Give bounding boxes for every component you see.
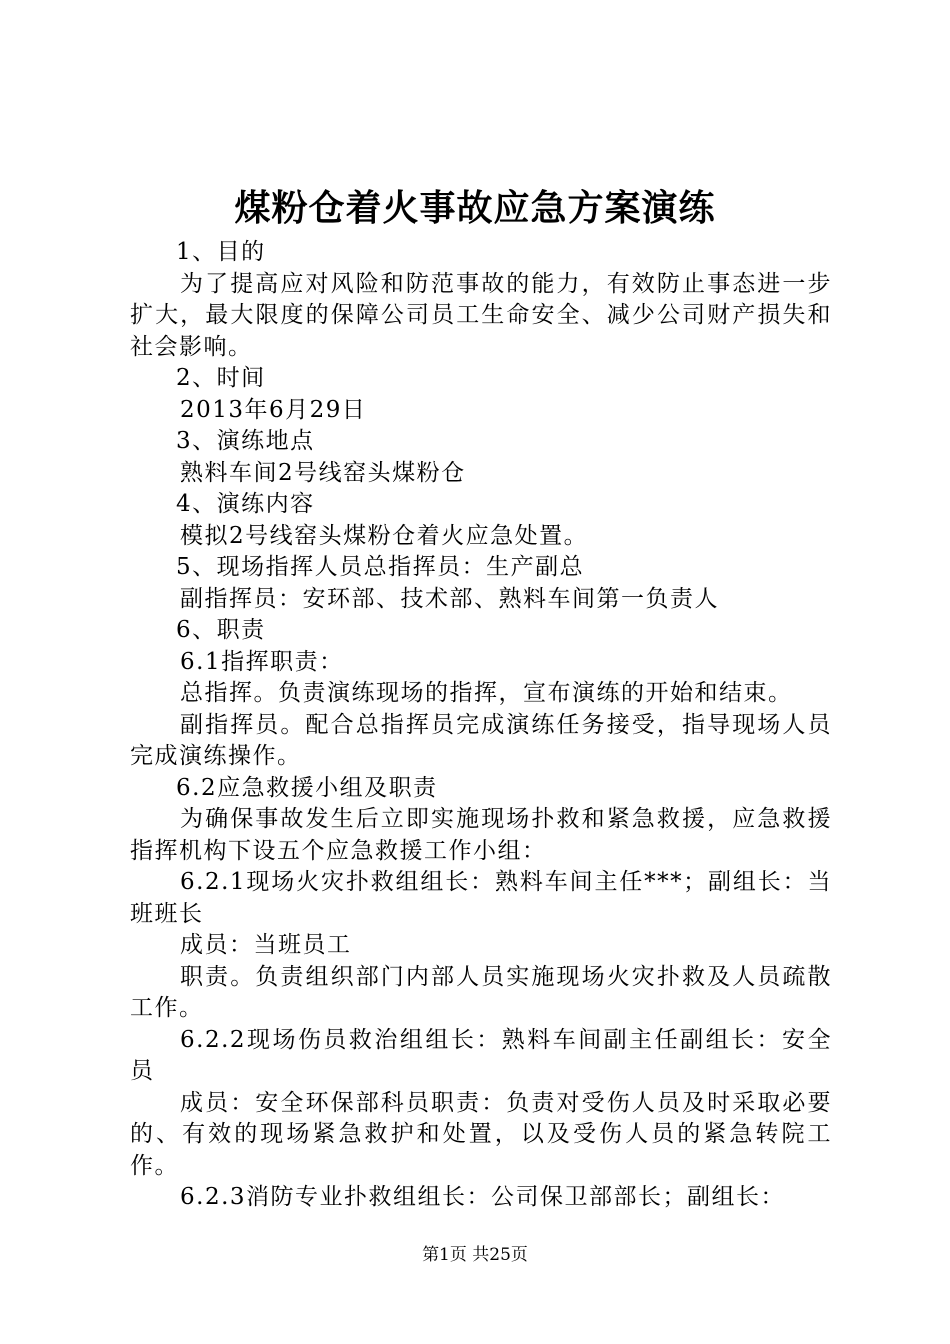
paragraph-content: 模拟2号线窑头煤粉仓着火应急处置。	[180, 522, 589, 549]
paragraph-location: 熟料车间2号线窑头煤粉仓	[180, 459, 466, 486]
page-number: 第1页 共25页	[422, 1245, 528, 1265]
paragraph-deputy-commander: 副指挥员。配合总指挥员完成演练任务接受，指导现场人员完成演练操作。	[130, 711, 832, 769]
paragraph-chief-commander: 总指挥。负责演练现场的指挥，宣布演练的开始和结束。	[180, 680, 793, 706]
paragraph-purpose: 为了提高应对风险和防范事故的能力，有效防止事态进一步扩大，最大限度的保障公司员工生命安全、减少公司财产损失和社会影响。	[130, 270, 832, 360]
page-title: 煤粉仓着火事故应急方案演练	[234, 188, 716, 229]
heading-duties: 6、职责	[176, 617, 266, 643]
heading-commanders: 5、现场指挥人员总指挥员：生产副总	[176, 554, 585, 580]
paragraph-fire-group-duties: 职责。负责组织部门内部人员实施现场火灾扑救及人员疏散工作。	[130, 963, 832, 1021]
heading-content: 4、演练内容	[176, 491, 315, 517]
paragraph-injury-group-duties: 成员：安全环保部科员职责：负责对受伤人员及时采取必要的、有效的现场紧急救护和处置，以及受伤人员的紧急转院工作。	[130, 1089, 832, 1179]
heading-command-duties: 6.1指挥职责：	[180, 648, 344, 675]
heading-purpose: 1、目的	[176, 239, 266, 265]
paragraph-fire-group-members: 成员：当班员工	[180, 932, 352, 958]
heading-rescue-groups: 6.2应急救援小组及职责	[176, 774, 438, 801]
paragraph-date: 2013年6月29日	[180, 396, 367, 423]
heading-time: 2、时间	[176, 365, 266, 391]
heading-location: 3、演练地点	[176, 428, 315, 454]
heading-injury-treatment-group: 6.2.2现场伤员救治组组长：熟料车间副主任副组长：安全员	[130, 1026, 832, 1084]
paragraph-rescue-groups: 为确保事故发生后立即实施现场扑救和紧急救援，应急救援指挥机构下设五个应急救援工作小组：	[130, 806, 832, 864]
heading-professional-fire-group: 6.2.3消防专业扑救组组长：公司保卫部部长；副组长：	[180, 1184, 786, 1210]
heading-fire-fighting-group: 6.2.1现场火灾扑救组组长：熟料车间主任***；副组长：当班班长	[130, 869, 832, 927]
document-body	[130, 237, 832, 1214]
paragraph-deputy-commanders: 副指挥员：安环部、技术部、熟料车间第一负责人	[180, 585, 719, 612]
